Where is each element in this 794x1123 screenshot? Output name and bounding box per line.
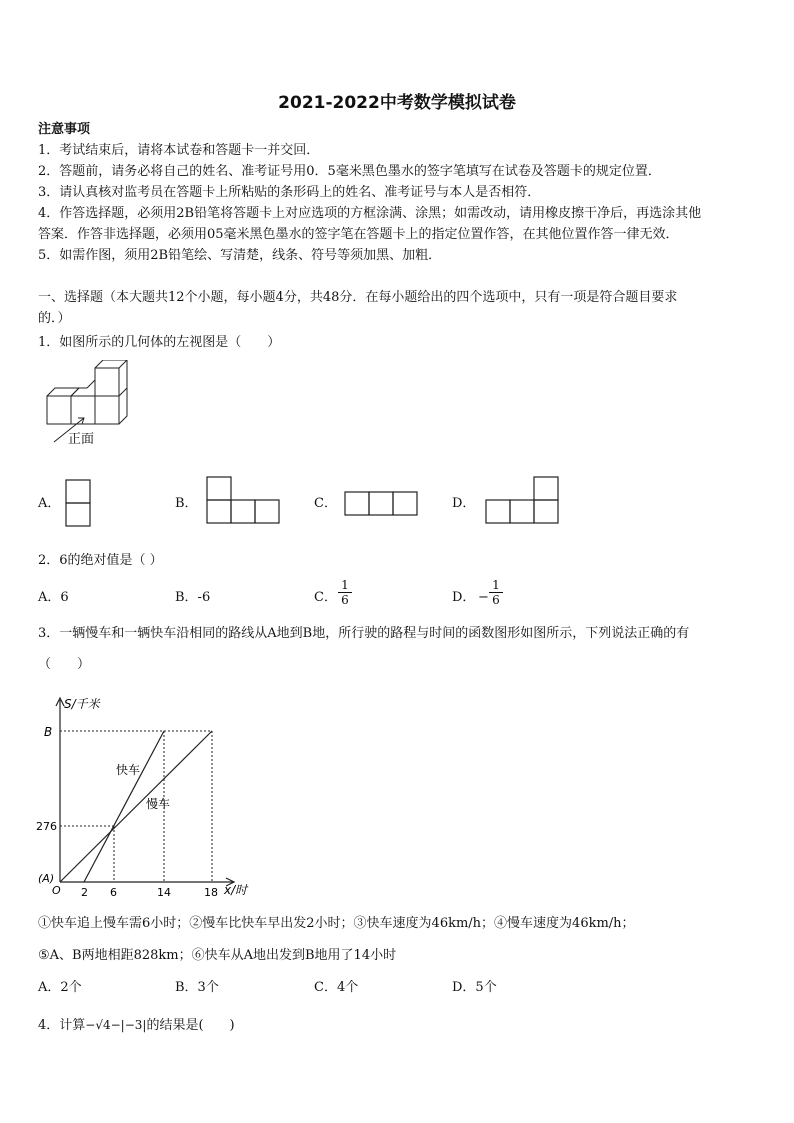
notice-item: 答案．作答非选择题，必须用05毫米黑色墨水的签字笔在答题卡上的指定位置作答，在其他位置作答一律无效． — [38, 227, 679, 242]
q4-expression: −√4−|−3| — [85, 1018, 147, 1032]
question-2-stem: 2．6的绝对值是（ ） — [38, 553, 163, 568]
x-tick-label: 14 — [157, 886, 171, 899]
x-tick-label: 6 — [110, 886, 117, 899]
fraction-denominator: 6 — [341, 593, 349, 607]
x-tick-label: 18 — [204, 886, 218, 899]
q3-option-b: B．3个 — [175, 980, 219, 995]
option-b-label: B． — [175, 496, 198, 511]
q4-prefix: 4．计算 — [38, 1018, 86, 1033]
notice-item: 5．如需作图，须用2B铅笔绘、写清楚，线条、符号等须加黑、加粗． — [38, 248, 442, 263]
fraction-numerator: 1 — [338, 578, 352, 593]
q2-option-b: B．-6 — [175, 590, 211, 605]
y-axis-label: S/千米 — [64, 697, 100, 711]
question-1-stem: 1．如图所示的几何体的左视图是（ ） — [38, 335, 281, 350]
distance-time-graph — [36, 694, 256, 904]
notice-heading: 注意事项 — [38, 122, 91, 137]
option-a-label: A． — [38, 496, 61, 511]
option-a-view — [64, 478, 92, 528]
q3-statements: ①快车追上慢车需6小时；②慢车比快车早出发2小时；③快车速度为46km/h；④慢车速度为46km/h； — [38, 916, 635, 931]
fraction-denominator: 6 — [492, 593, 500, 607]
page-title: 2021-2022中考数学模拟试卷 — [278, 93, 516, 113]
question-3-stem: 3．一辆慢车和一辆快车沿相同的路线从A地到B地，所行驶的路程与时间的函数图形如图所示，下列说法正确的有 — [38, 626, 690, 641]
q3-statements-cont: ⑤A、B两地相距828km；⑥快车从A地出发到B地用了14小时 — [38, 948, 397, 963]
origin-a-label: (A) — [38, 872, 55, 885]
slow-car-line — [60, 731, 212, 882]
notice-item: 1．考试结束后，请将本试卷和答题卡一并交回． — [38, 143, 320, 158]
q2-option-a: A．6 — [38, 590, 69, 605]
q2-option-c-fraction — [338, 578, 352, 607]
x-tick-label: 2 — [81, 886, 88, 899]
section-heading-cont: 的．） — [38, 311, 71, 326]
q3-option-c: C．4个 — [314, 980, 359, 995]
fast-car-label: 快车 — [116, 763, 141, 777]
y-label-b: B — [44, 725, 53, 739]
notice-item: 4．作答选择题，必须用2B铅笔将答题卡上对应选项的方框涂满、涂黑；如需改动，请用橡皮擦干净后，再选涂其他 — [38, 206, 702, 221]
option-d-label: D． — [452, 496, 476, 511]
q2-option-c-label: C． — [314, 590, 337, 605]
notice-item: 2．答题前，请务必将自己的姓名、准考证号用0．5毫米黑色墨水的签字笔填写在试卷及答题卡的规定位置． — [38, 164, 661, 179]
option-b-view — [205, 475, 281, 525]
option-d-view — [484, 475, 560, 525]
q2-option-d-sign: − — [478, 590, 489, 605]
option-c-view — [343, 490, 419, 518]
x-axis-label: x/时 — [224, 883, 248, 897]
q3-option-a: A．2个 — [38, 980, 82, 995]
notice-item: 3．请认真核对监考员在答题卡上所粘贴的条形码上的姓名、准考证号与本人是否相符． — [38, 185, 541, 200]
fraction-numerator: 1 — [489, 578, 503, 593]
origin-label: O — [52, 884, 61, 897]
option-c-label: C． — [314, 496, 337, 511]
y-label-276: 276 — [36, 820, 57, 833]
q3-option-d: D．5个 — [452, 980, 497, 995]
front-label: 正面 — [68, 432, 95, 447]
section-heading: 一、选择题（本大题共12个小题，每小题4分，共48分．在每小题给出的四个选项中，只有一项是符合题目要求 — [38, 290, 678, 305]
slow-car-label: 慢车 — [146, 797, 171, 811]
question-3-stem-cont: （ ） — [38, 657, 91, 672]
q2-option-d-label: D． — [452, 590, 476, 605]
q2-option-d-fraction — [489, 578, 503, 607]
question-4-stem — [38, 1016, 235, 1035]
q4-suffix: 的结果是( ) — [146, 1018, 235, 1033]
